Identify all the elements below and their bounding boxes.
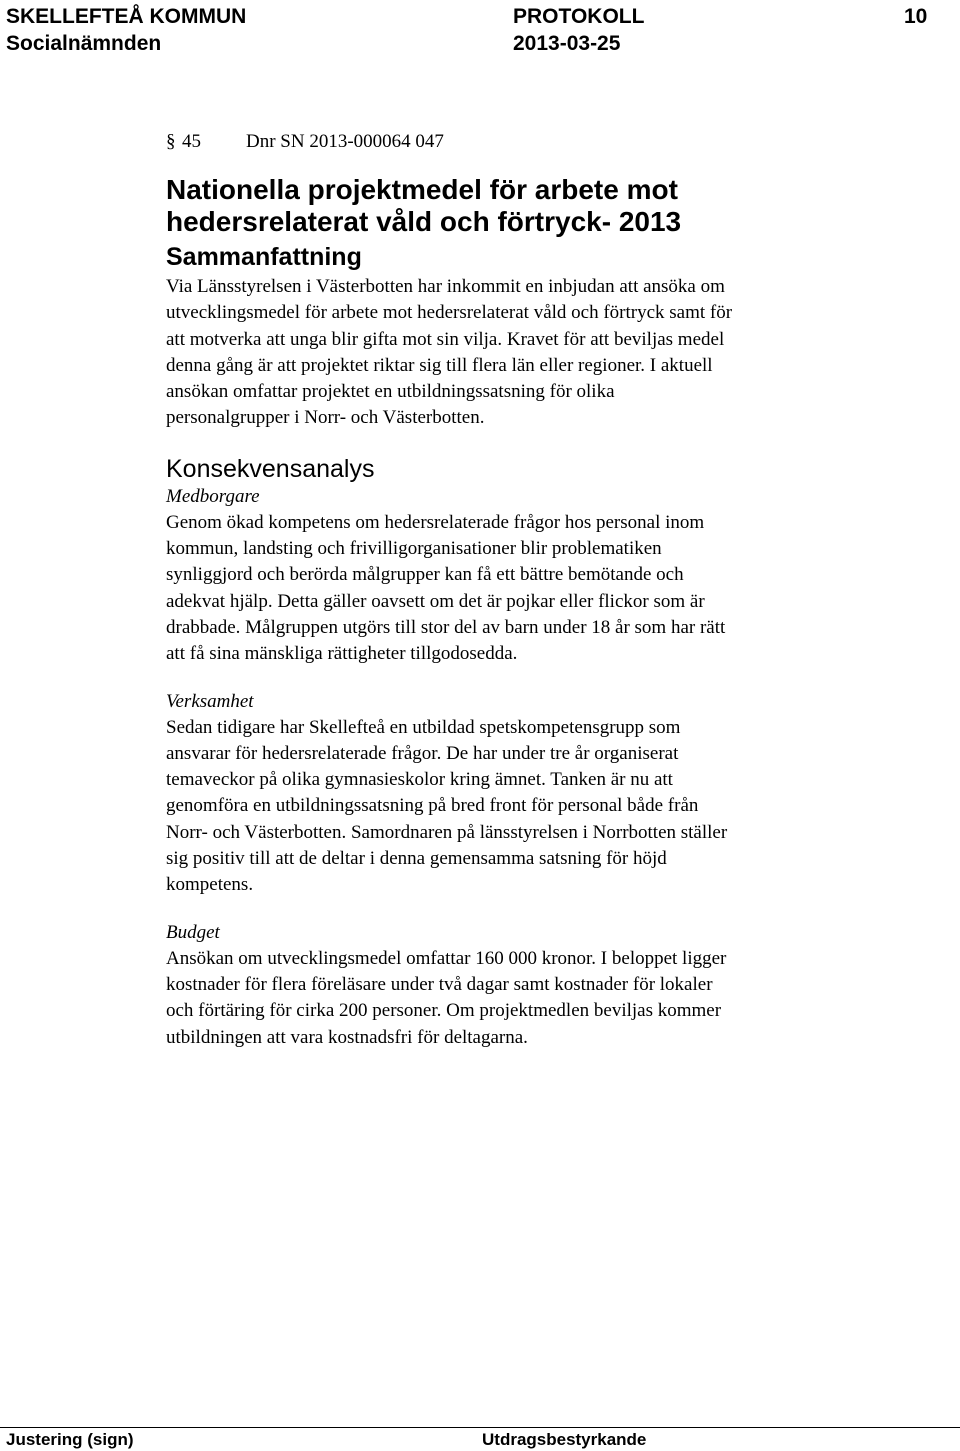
certification-label: Utdragsbestyrkande — [482, 1430, 647, 1449]
analysis-heading: Konsekvensanalys — [166, 454, 375, 483]
citizens-heading: Medborgare — [166, 485, 260, 507]
item-title — [166, 174, 866, 238]
item-title-line-2: hedersrelaterat våld och förtryck- 2013 — [166, 206, 682, 237]
section-number: 45 — [182, 131, 201, 152]
budget-text: Ansökan om utvecklingsmedel omfattar 160 000 kronor. I beloppet ligger kostnader för flera föreläsare under två dagar samt kostnader för lokaler och förtäring för cirka 200 personer. Om projektmedlen beviljas kommer utbildningen att vara kostnadsfri för deltagarna. — [166, 947, 727, 1048]
operations-heading: Verksamhet — [166, 690, 254, 712]
summary-text: Via Länsstyrelsen i Västerbotten har inkommit en inbjudan att ansöka om utvecklingsmedel för arbete mot hedersrelaterat våld och förtryck samt för att motverka att unga blir gifta mot sin vilja. Kravet för att beviljas medel denna gång är att projektet riktar sig till flera län eller regioner. I aktuell ansökan omfattar projektet en utbildningssatsning för olika personalgrupper i Norr- och Västerbotten. — [166, 276, 733, 429]
item-title-line-1: Nationella projektmedel för arbete mot — [166, 174, 678, 205]
budget-heading: Budget — [166, 921, 220, 943]
citizens-text: Genom ökad kompetens om hedersrelaterade frågor hos personal inom kommun, landsting och frivilligorganisationer blir problematiken synliggjord och berörda målgrupper kan få ett bättre bemötande och adekvat hjälp. Detta gäller oavsett om det är pojkar eller flickor som är drabbade. Målgruppen utgörs till stor del av barn under 18 år som har rätt att få sina mänskliga rättigheter tillgodosedda. — [166, 511, 726, 665]
section-symbol: § — [166, 131, 176, 152]
document-body — [166, 130, 866, 1051]
signature-label: Justering (sign) — [6, 1430, 134, 1449]
footer-rule — [0, 1427, 960, 1428]
operations-text: Sedan tidigare har Skellefteå en utbildad spetskompetensgrupp som ansvarar för hedersrelaterade frågor. De har under tre år organiserat temaveckor på olika gymnasieskolor kring ämnet. Tanken är nu att genomföra en utbildningssatsning på bred front för personal både från Norr- och Västerbotten. Samordnaren på länsstyrelsen i Norrbotten ställer sig positiv till att de deltar i denna gemensamma satsning för höjd kompetens. — [166, 716, 728, 896]
item-reference — [166, 130, 866, 154]
municipality-name: SKELLEFTEÅ KOMMUN — [6, 5, 247, 28]
page-number: 10 — [904, 5, 928, 28]
diary-number: Dnr SN 2013-000064 047 — [246, 131, 444, 152]
summary-heading: Sammanfattning — [166, 243, 362, 271]
meeting-date: 2013-03-25 — [513, 32, 621, 55]
committee-name: Socialnämnden — [6, 32, 162, 55]
document-type: PROTOKOLL — [513, 5, 645, 28]
